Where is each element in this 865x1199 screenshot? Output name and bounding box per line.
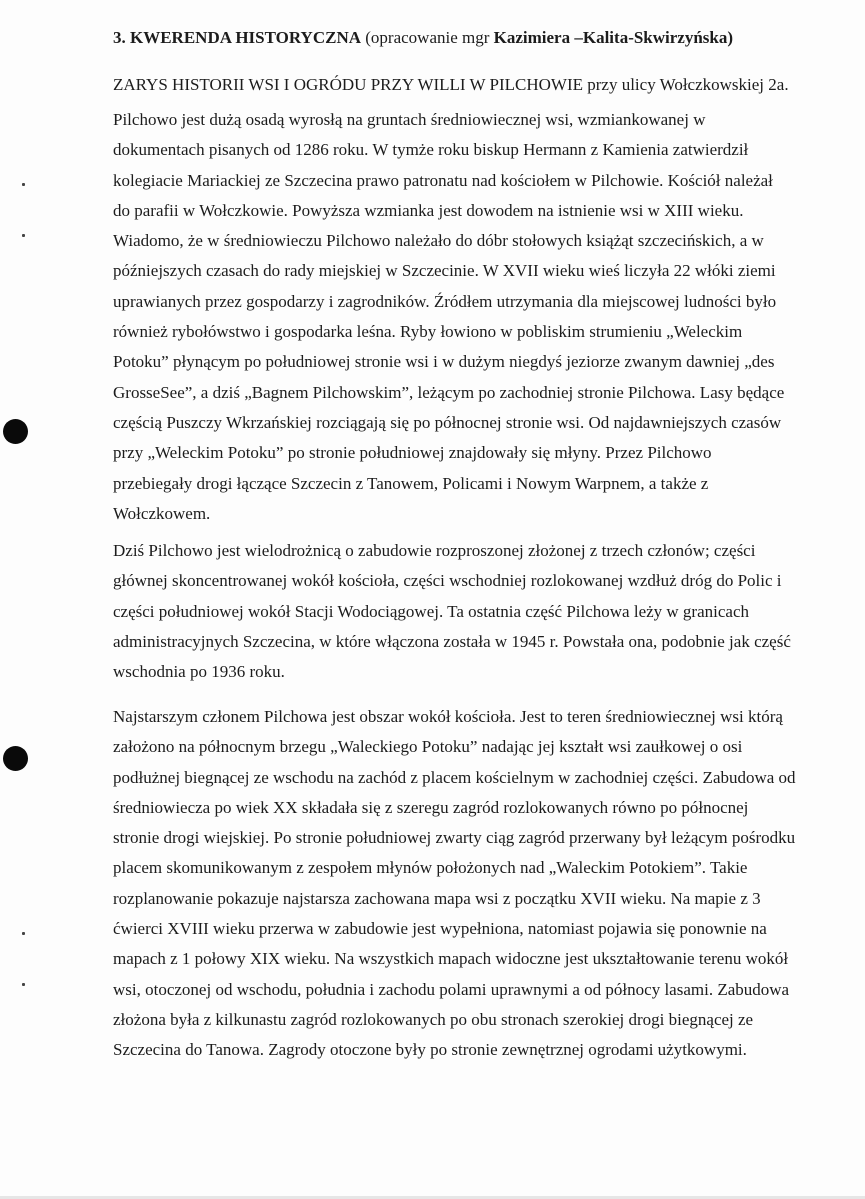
text-line: Pilchowo jest dużą osadą wyrosłą na gruntach średniowiecznej wsi, wzmiankowanej w	[113, 110, 706, 129]
text-line: wsi, otoczonej od wschodu, południa i zachodu polami uprawnymi a od północy lasami. Zabudowa	[113, 979, 790, 999]
scan-speck	[22, 983, 25, 986]
text-line: średniowiecza po wiek XX składała się z szeregu zagród rozlokowanych równo po północnej	[113, 797, 749, 817]
scan-speck	[22, 932, 25, 935]
scan-speck	[22, 234, 25, 237]
punch-hole	[3, 746, 28, 771]
text-line: Wiadomo, że w średniowieczu Pilchowo należało do dóbr stołowych książąt szczecińskich, a w	[113, 231, 764, 251]
scan-speck	[22, 183, 25, 186]
text-line: późniejszych czasach do rady miejskiej w Szczecinie. W XVII wieku wieś liczyła 22 włóki ziemi	[113, 261, 776, 281]
attribution-prefix: (opracowanie mgr	[365, 28, 490, 47]
text-line: Wołczkowem.	[113, 503, 211, 523]
text-line: administracyjnych Szczecina, w które włączona została w 1945 r. Powstała ona, podobnie jak część	[113, 631, 791, 651]
section-title: KWERENDA HISTORYCZNA	[130, 28, 361, 47]
section-number: 3.	[113, 28, 126, 47]
paragraph-structure	[113, 536, 833, 687]
text-line: dokumentach pisanych od 1286 roku. W tymże roku biskup Hermann z Kamienia zatwierdził	[113, 140, 749, 160]
document-subtitle: ZARYS HISTORII WSI I OGRÓDU PRZY WILLI W PILCHOWIE przy ulicy Wołczkowskiej 2a.	[113, 75, 789, 94]
paragraph-history	[113, 105, 833, 529]
text-line: Szczecina do Tanowa. Zagrody otoczone były po stronie zewnętrznej ogrodami użytkowymi.	[113, 1040, 747, 1060]
text-line: Potoku” płynącym po południowej stronie wsi i w dużym niegdyś jeziorze zwanym dawniej „des	[113, 352, 775, 372]
text-line: ćwierci XVIII wieku przerwa w zabudowie jest wypełniona, natomiast pojawia się ponownie na	[113, 919, 767, 939]
text-line: przebiegały drogi łączące Szczecin z Tanowem, Policami i Nowym Warpnem, a także z	[113, 473, 709, 493]
punch-hole	[3, 419, 28, 444]
text-line: Dziś Pilchowo jest wielodrożnicą o zabudowie rozproszonej złożonej z trzech członów; części	[113, 541, 756, 560]
text-line: uprawianych przez gospodarzy i zagrodników. Źródłem utrzymania dla miejscowej ludności było	[113, 291, 777, 311]
text-line: przy „Weleckim Potoku” po stronie południowej znajdowały się młyny. Przez Pilchowo	[113, 443, 712, 463]
text-line: Najstarszym członem Pilchowa jest obszar wokół kościoła. Jest to teren średniowiecznej wsi którą	[113, 707, 783, 726]
text-line: części południowej wokół Stacji Wodociągowej. Ta ostatnia część Pilchowa leży w granicach	[113, 601, 749, 621]
text-line: stronie drogi wiejskiej. Po stronie południowej zwarty ciąg zagród przerwany był leżącym pośrodku	[113, 828, 796, 848]
text-line: kolegiacie Mariackiej ze Szczecina prawo patronatu nad kościołem w Pilchowie. Kościół należał	[113, 170, 773, 190]
text-line: również rybołówstwo i gospodarka leśna. Ryby łowiono w pobliskim strumieniu „Weleckim	[113, 322, 743, 342]
text-line: podłużnej biegnącej ze wschodu na zachód z placem kościelnym w zachodniej części. Zabudowa od	[113, 767, 796, 787]
text-line: GrosseSee”, a dziś „Bagnem Pilchowskim”, leżącym po zachodniej stronie Pilchowa. Lasy będące	[113, 382, 785, 402]
text-line: rozplanowanie pokazuje najstarsza zachowana mapa wsi z początku XVII wieku. Na mapie z 3	[113, 888, 761, 908]
text-line: złożona była z kilkunastu zagród rozlokowanych po obu stronach szerokiej drogi biegnącej ze	[113, 1009, 754, 1029]
text-line: częścią Puszczy Wkrzańskiej rozciągają się po północnej stronie wsi. Od najdawniejszych czasów	[113, 412, 782, 432]
text-line: mapach z 1 połowy XIX wieku. Na wszystkich mapach widoczne jest ukształtowanie terenu wokół	[113, 949, 789, 969]
author-name: Kazimiera –Kalita-Skwirzyńska)	[493, 28, 734, 47]
text-line: założono na północnym brzegu „Waleckiego Potoku” nadając jej kształt wsi zaułkowej o osi	[113, 737, 743, 757]
text-line: do parafii w Wołczkowie. Powyższa wzmianka jest dowodem na istnienie wsi w XIII wieku.	[113, 200, 744, 220]
text-line: placem skomunikowanym z zespołem młynów położonych nad „Waleckim Potokiem”. Takie	[113, 858, 748, 878]
paragraph-oldest-part	[113, 702, 833, 1066]
text-line: głównej skoncentrowanej wokół kościoła, części wschodniej rozlokowanej wzdłuż dróg do Polic i	[113, 571, 782, 591]
text-line: wschodnia po 1936 roku.	[113, 662, 285, 682]
section-heading	[113, 26, 833, 50]
